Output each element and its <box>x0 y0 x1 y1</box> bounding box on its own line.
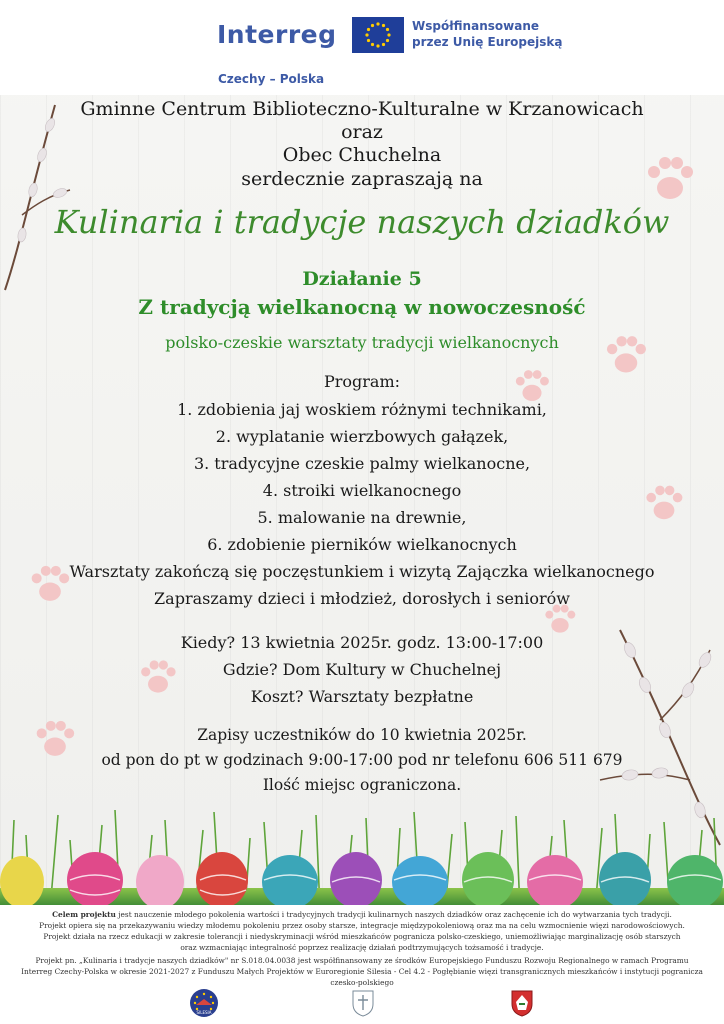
interreg-logo: Interreg <box>217 20 337 49</box>
program-audience: Zapraszamy dzieci i młodzież, dorosłych i seniorów <box>154 589 570 608</box>
program-heading: Program: <box>323 372 401 391</box>
municipality-emblem-icon <box>350 988 376 1018</box>
program-item: 3. tradycyjne czeskie palmy wielkanocne, <box>193 454 531 473</box>
organizer-1: Gminne Centrum Biblioteczno-Kulturalne w Krzanowicach <box>80 98 644 120</box>
registration-limit: Ilość miejsc ograniczona. <box>262 776 462 794</box>
logo-bar <box>0 0 724 95</box>
organizer-2: Obec Chuchelna <box>282 144 442 166</box>
registration-deadline: Zapisy uczestników do 10 kwietnia 2025r. <box>197 726 527 744</box>
action-name: Z tradycją wielkanocną w nowoczesność <box>138 295 586 319</box>
header-and: oraz <box>341 121 383 143</box>
footer-goal-label: Celem projektu <box>52 910 116 919</box>
event-where: Gdzie? Dom Kultury w Chuchelnej <box>222 660 502 679</box>
program-item: 5. malowanie na drewnie, <box>257 508 467 527</box>
action-subtitle: polsko-czeskie warsztaty tradycji wielkanocnych <box>165 333 559 352</box>
footer-line: Interreg Czechy-Polska w okresie 2021-2027 z Funduszu Małych Projektów w Euroregionie Silesia - Cel 4.2 - Pogłębianie więzi transgranicznych mieszkańców i instytucji pogranicza <box>21 967 703 976</box>
footer-goal-text: jest nauczenie młodego pokolenia wartości i tradycyjnych tradycji kulinarnych naszych dziadków oraz zachęcenie ich do wytwarzania tych tradycji. <box>115 910 672 919</box>
action-number: Działanie 5 <box>302 268 422 290</box>
region-label: Czechy – Polska <box>218 72 325 86</box>
cofinanced-line-2: przez Unię Europejską <box>412 35 563 49</box>
program-item: 1. zdobienia jaj woskiem różnymi technikami, <box>177 400 547 419</box>
invitation-line: serdecznie zapraszają na <box>241 168 483 190</box>
footer-goal <box>10 909 714 920</box>
cofinanced-label <box>412 18 562 50</box>
footer-line: czesko-polskiego <box>330 978 394 987</box>
grass-eggs-decoration <box>0 800 724 910</box>
footer-line: oraz wzmacniając integralność poprzez realizację działań podtrzymujących tożsamość i tradycje. <box>180 943 544 952</box>
footer-line: Projekt opiera się na przekazywaniu wiedzy młodemu pokoleniu przez osoby starsze, integracje międzypokoleniową oraz ma na celu wzmocnienie więzi narodowościowych. <box>39 921 685 930</box>
registration-phone: od pon do pt w godzinach 9:00-17:00 pod nr telefonu 606 511 679 <box>101 751 623 769</box>
cofinanced-line-1: Współfinansowane <box>412 19 539 33</box>
event-when: Kiedy? 13 kwietnia 2025r. godz. 13:00-17:00 <box>180 633 544 652</box>
program-item: 6. zdobienie pierników wielkanocnych <box>207 535 517 554</box>
chuchelna-coat-of-arms-icon <box>509 988 535 1018</box>
footer-line: Projekt pn. „Kulinaria i tradycje naszych dziadków" nr S.018.04.0038 jest współfinansowany ze środków Europejskiego Funduszu Rozwoju Regionalnego w ramach Programu <box>35 956 689 965</box>
euroregion-silesia-logo <box>186 988 222 1018</box>
program-closing: Warsztaty zakończą się poczęstunkiem i wizytą Zajączka wielkanocnego <box>69 562 655 581</box>
event-cost: Koszt? Warsztaty bezpłatne <box>250 687 474 706</box>
footer-line: Projekt działa na rzecz edukacji w zakresie tolerancji i niedyskryminacji wśród mieszkańców pogranicza polsko-czeskiego, uniemożliwiając marginalizację osób starszych <box>43 932 681 941</box>
program-item: 2. wyplatanie wierzbowych gałązek, <box>215 427 509 446</box>
program-item: 4. stroiki wielkanocnego <box>262 481 462 500</box>
event-title: Kulinaria i tradycje naszych dziadków <box>54 203 670 241</box>
silesia-logo-text: SILESIA <box>196 1010 212 1015</box>
eu-flag-icon <box>352 17 404 53</box>
